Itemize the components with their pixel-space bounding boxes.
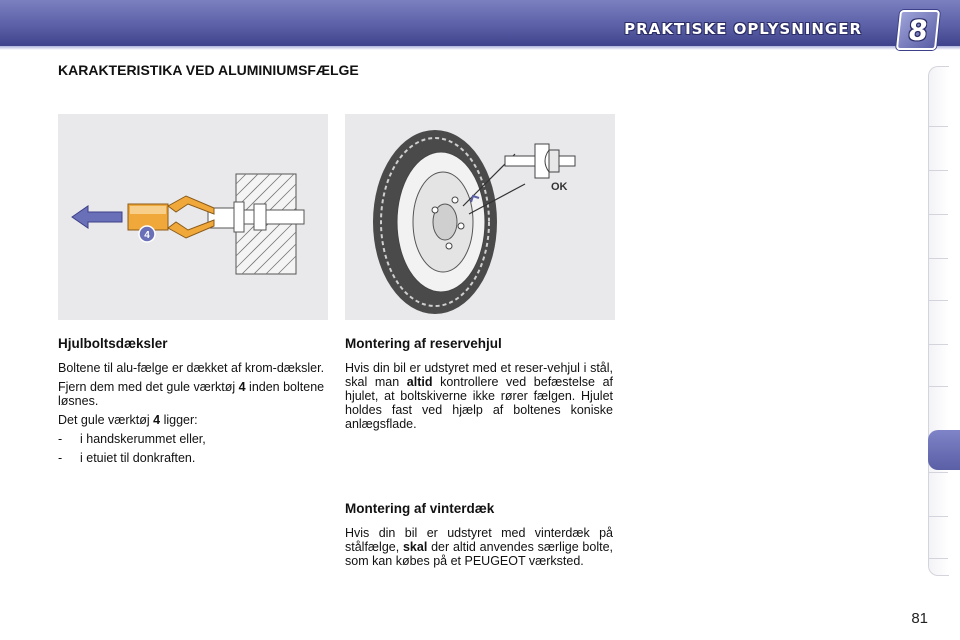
chapter-title: PRAKTISKE OPLYSNINGER [624, 20, 862, 38]
vinterdaek-text-post: der altid anvendes særlige bolte, som kan købes på et PEUGEOT værksted. [345, 540, 614, 568]
chapter-tab-active[interactable] [928, 430, 960, 470]
chapter-tabs [928, 66, 949, 576]
section-reservehjul [345, 337, 613, 436]
tab-divider [928, 472, 948, 473]
reservehjul-text [345, 361, 613, 431]
figure-spare-wheel [345, 114, 615, 320]
page-number: 81 [911, 610, 928, 627]
hjulbolt-p2-pre: Fjern dem med det gule værktøj [58, 380, 239, 394]
bolt-cap-illustration [58, 114, 328, 320]
reservehjul-text-pre: Hvis din bil er udstyret med et reser-vehjul i stål, skal man [345, 361, 613, 389]
vinterdaek-title: Montering af vinterdæk [345, 501, 495, 516]
bullet-dash: - [58, 432, 63, 446]
chapter-number: 8 [906, 13, 930, 47]
bullet-dash: - [58, 451, 63, 465]
arrow-left-icon [72, 206, 122, 228]
section-title: KARAKTERISTIKA VED ALUMINIUMSFÆLGE [58, 62, 359, 78]
hjulbolt-p2 [58, 380, 326, 408]
tab-divider [928, 300, 948, 301]
list-item [58, 451, 326, 465]
figure-bolt-cap-removal [58, 114, 328, 320]
reservehjul-text-post: kontrollere ved befæstelse af hjulet, at boltskiverne ikke rører fælgen. Hjulet holdes fast ved hjælp af boltenes koniske anlægsflade. [345, 375, 613, 431]
tab-divider [928, 558, 948, 559]
reservehjul-title: Montering af reservehjul [345, 336, 502, 351]
vinterdaek-text-bold: skal [402, 540, 428, 554]
hjulbolt-p3-pre: Det gule værktøj [58, 413, 154, 427]
hjulbolt-title: Hjulboltsdæksler [58, 336, 168, 351]
tab-divider [928, 170, 948, 171]
hjulbolt-p1: Boltene til alu-fælge er dækket af krom-dæksler. [58, 361, 325, 375]
chapter-badge [896, 10, 940, 50]
tool-badge-label: 4 [144, 230, 150, 241]
hjulbolt-p3-bold: 4 [153, 413, 161, 427]
section-hjulboltsdaeksler [58, 337, 326, 470]
hjulbolt-p2-bold: 4 [238, 380, 246, 394]
tab-divider [928, 516, 948, 517]
tab-divider [928, 344, 948, 345]
vinterdaek-text [345, 526, 613, 568]
tab-divider [928, 126, 948, 127]
bolt-detail [505, 144, 575, 178]
section-vinterdaek [345, 502, 613, 573]
vinterdaek-text-pre: Hvis din bil er udstyret med vinterdæk på stålfælge, [345, 526, 613, 554]
tyre [373, 130, 497, 314]
tab-divider [928, 386, 948, 387]
hjulbolt-p2-post: inden boltene løsnes. [58, 380, 325, 408]
tab-divider [928, 214, 948, 215]
list-item-text: i etuiet til donkraften. [80, 451, 196, 465]
list-item [58, 432, 326, 446]
spare-wheel-illustration [345, 114, 615, 320]
reservehjul-text-bold: altid [406, 375, 433, 389]
hjulbolt-p3-post: ligger: [160, 413, 198, 427]
list-item-text: i handskerummet eller, [80, 432, 206, 446]
ok-label: OK [551, 181, 568, 193]
tab-divider [928, 258, 948, 259]
hjulbolt-p3 [58, 413, 326, 427]
